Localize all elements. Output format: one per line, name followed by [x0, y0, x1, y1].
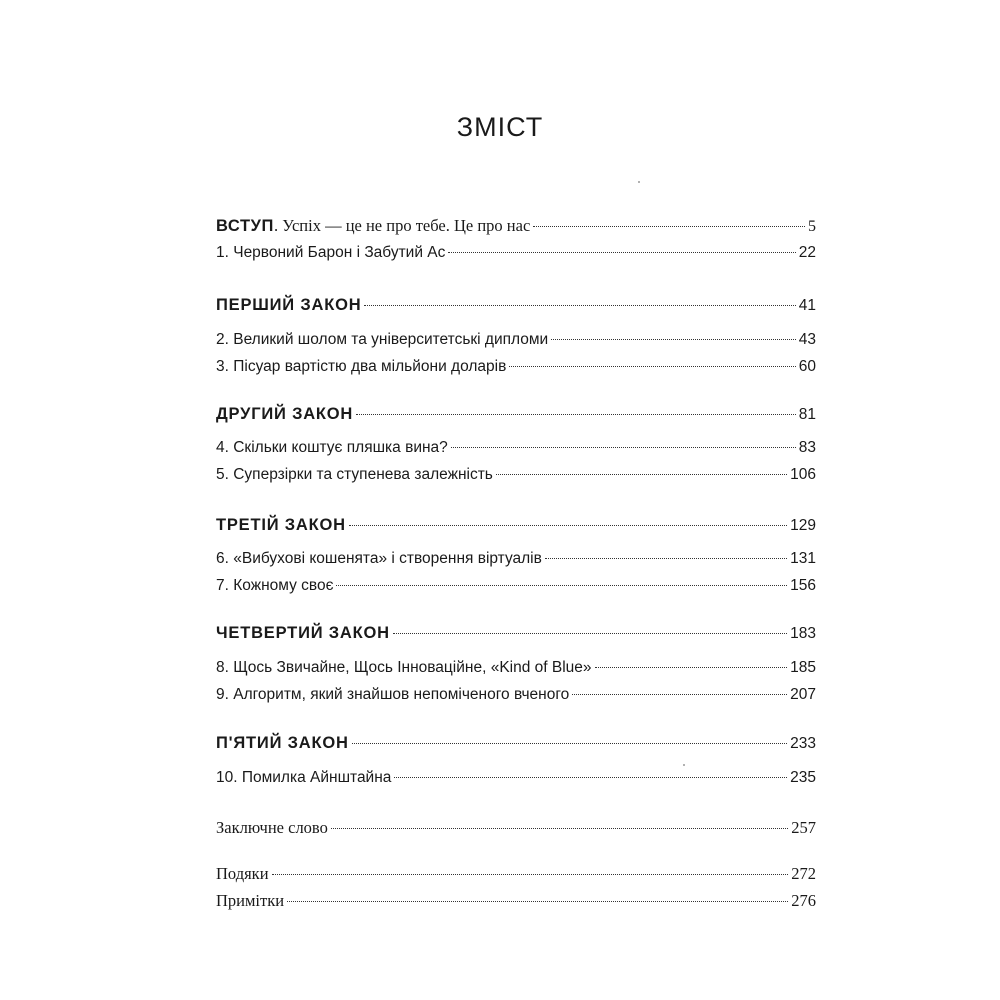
toc-entry-label: 5. Суперзірки та ступенева залежність: [216, 466, 493, 483]
toc-entry-label: ЧЕТВЕРТИЙ ЗАКОН: [216, 624, 390, 642]
toc-entry-label: Заключне слово: [216, 818, 328, 837]
dot-leader: [272, 874, 789, 875]
dot-leader: [352, 743, 787, 744]
toc-page-number: 257: [791, 818, 816, 837]
toc-entry-label: 10. Помилка Айнштайна: [216, 769, 392, 786]
toc-entry[interactable]: [216, 331, 816, 349]
toc-page-number: 235: [790, 769, 816, 786]
toc-page-number: 183: [790, 625, 816, 642]
toc-page-number: 272: [791, 864, 816, 883]
dot-leader: [509, 366, 795, 367]
toc-entry-label: 7. Кожному своє: [216, 577, 334, 594]
toc-page-number: 185: [790, 659, 816, 676]
toc-entry-label: ПЕРШИЙ ЗАКОН: [216, 296, 362, 314]
toc-page-number: 207: [790, 686, 816, 703]
toc-entry[interactable]: [216, 864, 816, 884]
toc-entry[interactable]: [216, 244, 816, 262]
toc-page-number: 106: [790, 466, 816, 483]
toc-page-number: 156: [790, 577, 816, 594]
dot-leader: [287, 901, 788, 902]
intro-keyword: ВСТУП: [216, 217, 274, 235]
dot-leader: [364, 305, 795, 306]
dot-leader: [572, 694, 787, 695]
toc-page-number: 41: [798, 297, 816, 314]
toc-entry-label: [216, 216, 530, 236]
toc-page-number: 81: [798, 406, 816, 423]
toc-entry-label: 2. Великий шолом та університетські дипломи: [216, 331, 549, 348]
page-title: ЗМІСТ: [456, 112, 544, 142]
toc-entry-label: ТРЕТІЙ ЗАКОН: [216, 516, 346, 534]
toc-entry[interactable]: [216, 439, 816, 457]
toc-entry-label: Примітки: [216, 891, 285, 910]
toc-entry[interactable]: [216, 550, 816, 568]
toc-page-number: 83: [798, 439, 816, 456]
toc-entry[interactable]: [216, 686, 816, 704]
toc-part-heading[interactable]: [216, 734, 816, 753]
paper-speck: [638, 181, 640, 183]
dot-leader: [451, 447, 796, 448]
toc-entry-label: ДРУГИЙ ЗАКОН: [216, 405, 354, 423]
toc-entry[interactable]: [216, 577, 816, 595]
toc-entry[interactable]: [216, 818, 816, 838]
toc-page-number: 129: [790, 517, 816, 534]
toc-page-number: 5: [808, 218, 816, 235]
toc-part-heading[interactable]: [216, 516, 816, 535]
toc-entry[interactable]: [216, 358, 816, 376]
paper-speck: [683, 764, 685, 766]
toc-entry-label: П'ЯТИЙ ЗАКОН: [216, 734, 349, 752]
toc-part-heading[interactable]: [216, 296, 816, 315]
toc-page-number: 233: [790, 735, 816, 752]
toc-entry-label: 4. Скільки коштує пляшка вина?: [216, 439, 448, 456]
toc-page-number: 22: [798, 244, 816, 261]
dot-leader: [496, 474, 787, 475]
toc-entry-label: 9. Алгоритм, який знайшов непоміченого вченого: [216, 686, 570, 703]
dot-leader: [336, 585, 787, 586]
toc-entry[interactable]: [216, 659, 816, 677]
toc-entry-label: Подяки: [216, 864, 269, 883]
toc-page-number: 276: [791, 891, 816, 910]
dot-leader: [393, 633, 787, 634]
dot-leader: [448, 252, 795, 253]
toc-entry[interactable]: [216, 891, 816, 911]
toc-entry-label: 3. Пісуар вартістю два мільйони доларів: [216, 358, 507, 375]
toc-part-heading[interactable]: [216, 624, 816, 643]
toc-part-heading[interactable]: [216, 405, 816, 424]
toc-page-number: 43: [798, 331, 816, 348]
dot-leader: [595, 667, 788, 668]
toc-entry-intro[interactable]: [216, 216, 816, 236]
dot-leader: [533, 226, 805, 227]
toc-entry-label: 6. «Вибухові кошенята» і створення віртуалів: [216, 550, 542, 567]
toc-entry[interactable]: [216, 769, 816, 787]
dot-leader: [394, 777, 787, 778]
dot-leader: [551, 339, 796, 340]
toc-entry-label: 1. Червоний Барон і Забутий Ас: [216, 244, 446, 261]
toc-page-number: 60: [798, 358, 816, 375]
toc-page-number: 131: [790, 550, 816, 567]
toc-entry[interactable]: [216, 466, 816, 484]
dot-leader: [356, 414, 796, 415]
dot-leader: [331, 828, 788, 829]
intro-text: . Успіх — це не про тебе. Це про нас: [274, 216, 531, 235]
dot-leader: [349, 525, 787, 526]
dot-leader: [545, 558, 787, 559]
toc-entry-label: 8. Щось Звичайне, Щось Інноваційне, «Kind of Blue»: [216, 659, 592, 676]
